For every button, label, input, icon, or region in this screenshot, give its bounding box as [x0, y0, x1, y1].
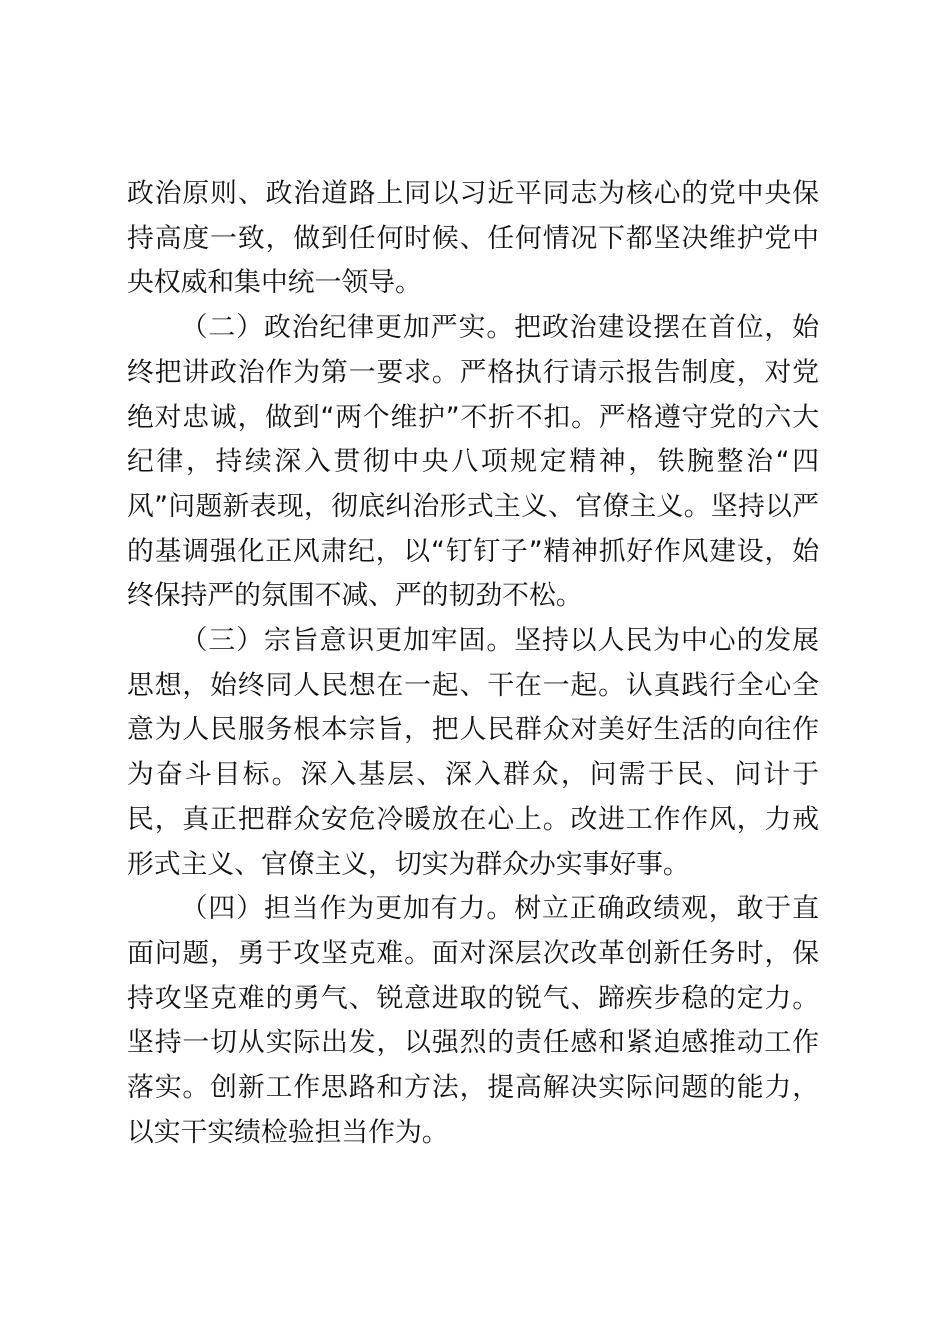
paragraph-purpose-awareness: （三）宗旨意识更加牢固。坚持以人民为中心的发展思想，始终同人民想在一起、干在一起。认真践行全心全意为人民服务根本宗旨，把人民群众对美好生活的向往作为奋斗目标。深入基层、深入群众，问需于民、问计于民，真正把群众安危冷暖放在心上。改进工作作风，力戒形式主义、官僚主义，切实为群众办实事好事。: [127, 625, 819, 880]
paragraph-political-discipline: （二）政治纪律更加严实。把政治建设摆在首位，始终把讲政治作为第一要求。严格执行请示报告制度，对党绝对忠诚，做到“两个维护”不折不扣。严格遵守党的六大纪律，持续深入贯彻中央八项规定精神，铁腕整治“四风”问题新表现，彻底纠治形式主义、官僚主义。坚持以严的基调强化正风肃纪，以“钉钉子”精神抓好作风建设，始终保持严的氛围不减、严的韧劲不松。: [127, 312, 819, 612]
document-body: [127, 172, 819, 1155]
paragraph-continuation: 政治原则、政治道路上同以习近平同志为核心的党中央保持高度一致，做到任何时候、任何情况下都坚决维护党中央权威和集中统一领导。: [127, 178, 819, 299]
paragraph-responsibility: （四）担当作为更加有力。树立正确政绩观，敢于直面问题，勇于攻坚克难。面对深层次改革创新任务时，保持攻坚克难的勇气、锐意进取的锐气、蹄疾步稳的定力。坚持一切从实际出发，以强烈的责任感和紧迫感推动工作落实。创新工作思路和方法，提高解决实际问题的能力，以实干实绩检验担当作为。: [127, 893, 819, 1148]
